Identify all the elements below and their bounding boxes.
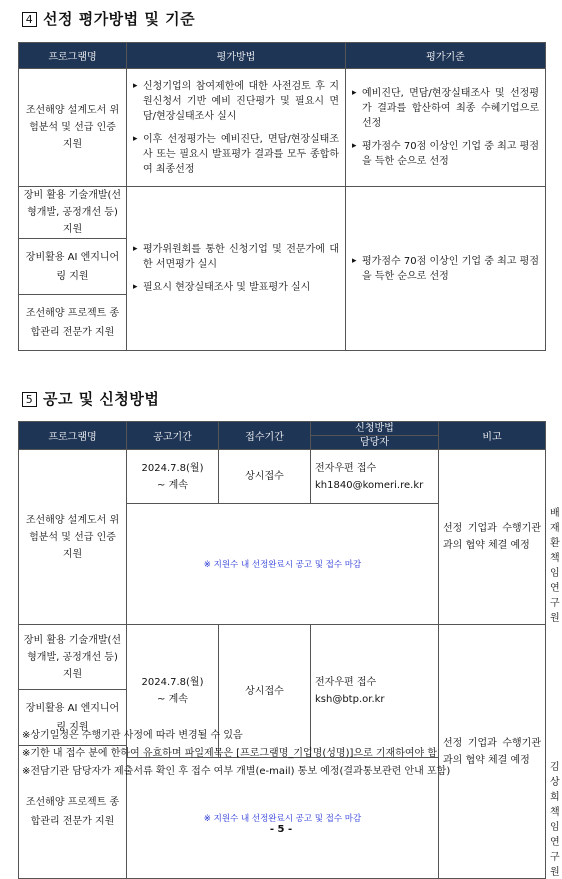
method-item: ▸ 신청기업의 참여제한에 대한 사전검토 후 지원신청서 기반 예비 진단평가 및 필요시 면담/현장실태조사 실시 [133, 79, 339, 124]
remark-cell: 선정 기업과 수행기관과의 협약 체결 예정 [439, 625, 546, 879]
section-5-title-text: 공고 및 신청방법 [43, 390, 160, 408]
criteria-item: ▸ 평가점수 70점 이상인 기업 중 최고 평점을 득한 순으로 선정 [352, 139, 539, 169]
deadline-note: ※ 지원수 내 선정완료시 공고 및 접수 마감 [127, 758, 439, 879]
program-cell: 장비 활용 기술개발(선형개발, 공정개선 등) 지원 [19, 187, 127, 239]
remark-cell: 선정 기업과 수행기관과의 협약 체결 예정 [439, 450, 546, 625]
method-cell [127, 69, 346, 187]
header-criteria: 평가기준 [346, 43, 546, 69]
section-4-number: 4 [22, 12, 37, 27]
method-cell: 전자우편 접수 kh1840@komeri.re.kr [311, 450, 439, 504]
header-program: 프로그램명 [19, 422, 127, 450]
announce-cell: 2024.7.8(월) ~ 계속 [127, 450, 219, 504]
program-cell: 조선해양 프로젝트 종합관리 전문가 지원 [19, 295, 127, 351]
section-4-title [22, 8, 195, 29]
header-receipt: 접수기간 [219, 422, 311, 450]
program-cell: 장비활용 AI 엔지니어링 지원 [19, 690, 127, 746]
note-line: ※기한 내 접수 분에 한하여 유효하며 파일제목은 [프로그램명_기업명(성명)]으로 기재하여야 함 [22, 748, 438, 759]
header-method: 신청방법 [311, 422, 439, 436]
method-item: ▸ 이후 선정평가는 예비진단, 면담/현장실태조사 또는 필요시 발표평가 결과를 모두 종합하여 최종선정 [133, 132, 339, 177]
method-item: ▸ 평가위원회를 통한 신청기업 및 전문가에 대한 서면평가 실시 [133, 242, 339, 272]
page-number: - 5 - [269, 824, 293, 835]
method-cell: 전자우편 접수 ksh@btp.or.kr [311, 625, 439, 758]
header-method: 평가방법 [127, 43, 346, 69]
criteria-item: ▸ 평가점수 70점 이상인 기업 중 최고 평점을 득한 순으로 선정 [352, 254, 539, 284]
note-line: ※전담기관 담당자가 제출서류 확인 후 접수 여부 개별(e-mail) 통보 예정(결과통보관련 안내 포함) [22, 766, 451, 777]
header-contact: 담당자 [311, 436, 439, 450]
criteria-cell [346, 187, 546, 351]
header-remark: 비고 [439, 422, 546, 450]
receipt-cell: 상시접수 [219, 625, 311, 758]
note-line: ※상기일정은 수행기관 사정에 따라 변경될 수 있음 [22, 730, 243, 741]
announce-cell: 2024.7.8(월) ~ 계속 [127, 625, 219, 758]
method-cell [127, 187, 346, 351]
method-item: ▸ 필요시 현장실태조사 및 발표평가 실시 [133, 280, 339, 295]
section-5-number: 5 [22, 392, 37, 407]
program-cell: 장비 활용 기술개발(선형개발, 공정개선 등) 지원 [19, 625, 127, 690]
application-table: 프로그램명 공고기간 접수기간 신청방법 비고 담당자 조선해양 설계도서 위험분석 및 선급 인증 지원 2024.7.8(월) ~ 계속 상시접수 전자우편 접수 kh1840@komeri.re.kr 선정 기업과 수행기관과의 협약 체결 예정 ※ 지원수 내 선정완료시 공고 및 접수 마감 배재환 책임연구원 장비 활용 기술개발(선형개발, 공정개선 등) 지원 2024.7.8(월) ~ 계속 상시접수 전자우편 접수 ksh@btp.or.kr 선정 기업과 수행기관과의 협약 체결 예정 장비활용 AI 엔지니어링 지원 조선해양 프로젝트 종합관리 전문가 지원 ※ 지원수 내 선정완료시 공고 및 접수 마감 김상희 책임연구원 [18, 421, 546, 879]
program-cell: 조선해양 설계도서 위험분석 및 선급 인증 지원 [19, 450, 127, 625]
section-5-title [22, 388, 159, 409]
program-cell: 장비활용 AI 엔지니어링 지원 [19, 239, 127, 295]
header-announce: 공고기간 [127, 422, 219, 450]
criteria-cell [346, 69, 546, 187]
notes [22, 727, 550, 781]
program-cell: 조선해양 프로젝트 종합관리 전문가 지원 [19, 746, 127, 879]
receipt-cell: 상시접수 [219, 450, 311, 504]
header-program: 프로그램명 [19, 43, 127, 69]
criteria-item: ▸ 예비진단, 면담/현장실태조사 및 선정평가 결과를 합산하여 최종 수혜기업으로 선정 [352, 86, 539, 131]
program-cell: 조선해양 설계도서 위험분석 및 선급 인증 지원 [19, 69, 127, 187]
evaluation-table [18, 42, 546, 351]
deadline-note: ※ 지원수 내 선정완료시 공고 및 접수 마감 [127, 504, 439, 625]
section-4-title-text: 선정 평가방법 및 기준 [43, 10, 196, 28]
